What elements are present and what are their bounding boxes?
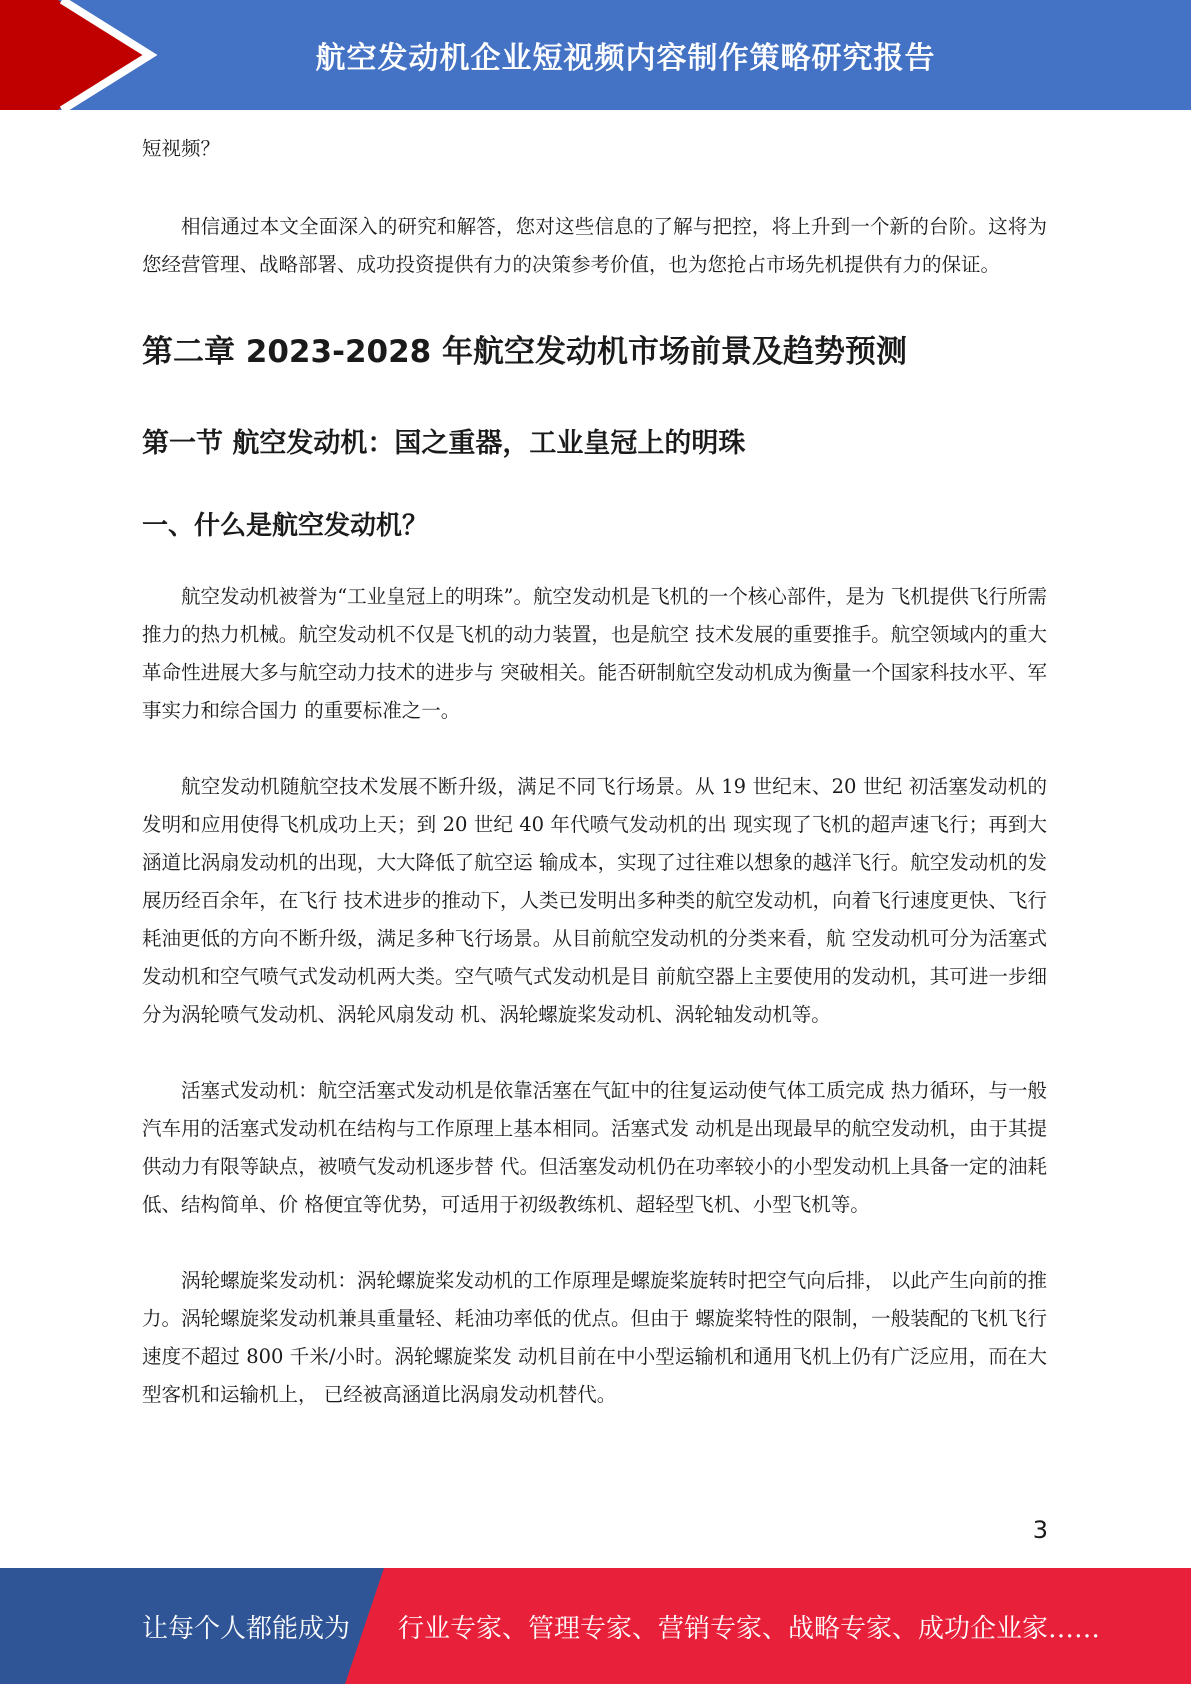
body-paragraph: 涡轮螺旋桨发动机：涡轮螺旋桨发动机的工作原理是螺旋桨旋转时把空气向后排， 以此产生向前的推力。涡轮螺旋桨发动机兼具重量轻、耗油功率低的优点。但由于 螺旋桨特性的限制，一般装配的飞机飞行速度不超过 800 千米/小时。涡轮螺旋桨发 动机目前在中小型运输机和通用飞机上仍有广泛应用，而在大型客机和运输机上， 已经被高涵道比涡扇发动机替代。 — [142, 1269, 1047, 1406]
page-content — [142, 130, 1047, 1414]
intro-paragraph: 相信通过本文全面深入的研究和解答，您对这些信息的了解与把控，将上升到一个新的台阶。这将为您经营管理、战略部署、成功投资提供有力的决策参考价值，也为您抢占市场先机提供有力的保证。 — [142, 215, 1047, 276]
page-footer — [0, 1568, 1191, 1684]
page-header — [0, 0, 1191, 110]
page-number: 3 — [1032, 1516, 1048, 1544]
subsection-title: 一、什么是航空发动机？ — [142, 511, 429, 541]
body-paragraph: 航空发动机随航空技术发展不断升级，满足不同飞行场景。从 19 世纪末、20 世纪 初活塞发动机的发明和应用使得飞机成功上天；到 20 世纪 40 年代喷气发动机的出 现实现了飞机的超声速飞行；再到大涵道比涡扇发动机的出现，大大降低了航空运 输成本，实现了过往难以想象的越洋飞行。航空发动机的发展历经百余年，在飞行 技术进步的推动下，人类已发明出多种类的航空发动机，向着飞行速度更快、飞行 耗油更低的方向不断升级，满足多种飞行场景。从目前航空发动机的分类来看，航 空发动机可分为活塞式发动机和空气喷气式发动机两大类。空气喷气式发动机是目 前航空器上主要使用的发动机，其可进一步细分为涡轮喷气发动机、涡轮风扇发动 机、涡轮螺旋桨发动机、涡轮轴发动机等。 — [142, 775, 1047, 1026]
section-title: 第一节 航空发动机：国之重器，工业皇冠上的明珠 — [142, 428, 746, 459]
body-paragraph: 活塞式发动机：航空活塞式发动机是依靠活塞在气缸中的往复运动使气体工质完成 热力循环，与一般汽车用的活塞式发动机在结构与工作原理上基本相同。活塞式发 动机是出现最早的航空发动机，由于其提供动力有限等缺点，被喷气发动机逐步替 代。但活塞发动机仍在功率较小的小型发动机上具备一定的油耗低、结构简单、价 格便宜等优势，可适用于初级教练机、超轻型飞机、小型飞机等。 — [142, 1079, 1047, 1216]
intro-tail-text: 短视频？ — [142, 137, 221, 160]
report-title: 航空发动机企业短视频内容制作策略研究报告 — [315, 41, 936, 76]
body-paragraph: 航空发动机被誉为“工业皇冠上的明珠”。航空发动机是飞机的一个核心部件，是为 飞机提供飞行所需推力的热力机械。航空发动机不仅是飞机的动力装置，也是航空 技术发展的重要推手。航空领域内的重大革命性进展大多与航空动力技术的进步与 突破相关。能否研制航空发动机成为衡量一个国家科技水平、军事实力和综合国力 的重要标准之一。 — [142, 585, 1047, 722]
footer-slogan-right: 行业专家、管理专家、营销专家、战略专家、成功企业家…… — [398, 1613, 1101, 1644]
footer-slogan-left: 让每个人都能成为 — [142, 1613, 351, 1644]
chapter-title: 第二章 2023-2028 年航空发动机市场前景及趋势预测 — [142, 334, 908, 370]
